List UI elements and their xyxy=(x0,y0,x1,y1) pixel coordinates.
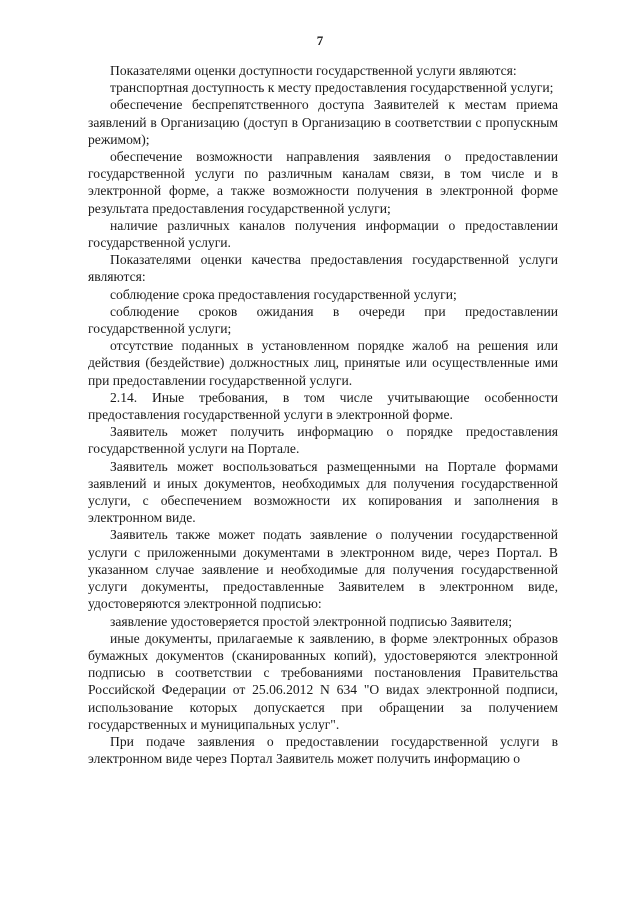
paragraph-7: соблюдение срока предоставления государственной услуги; xyxy=(110,286,457,302)
paragraph-12: Заявитель может воспользоваться размещенными на Портале формами заявлений и иных документов, необходимых для получения государственной услуги, с обеспечением возможности их копирования и заполнения в электронном виде. xyxy=(88,458,558,526)
paragraph-16: При подаче заявления о предоставлении государственной услуги в электронном виде через Портал Заявитель может получить информацию о xyxy=(88,733,558,767)
paragraph-4: обеспечение возможности направления заявления о предоставлении государственной услуги по различным каналам связи, в том числе и в электронной форме, а также возможности получения в электронной форме результата предоставления государственной услуги; xyxy=(88,149,558,216)
paragraph-10: 2.14. Иные требования, в том числе учитывающие особенности предоставления государственной услуги в электронной форме. xyxy=(88,389,558,423)
paragraph-9: отсутствие поданных в установленном порядке жалоб на решения или действия (бездействие) должностных лиц, принятые или осуществленные ими при предоставлении государственной услуги. xyxy=(88,338,558,388)
paragraph-13: Заявитель также может подать заявление о получении государственной услуги с приложенными документами в электронном виде, через Портал. В указанном случае заявление и необходимые для получения государственной услуги документы, предоставленные Заявителем в электронном виде, удостоверяются электронной подписью: xyxy=(88,527,558,612)
paragraph-5: наличие различных каналов получения информации о предоставлении государственной услуги. xyxy=(88,217,558,251)
document-body xyxy=(88,62,558,767)
paragraph-14: заявление удостоверяется простой электронной подписью Заявителя; xyxy=(110,613,513,629)
paragraph-8: соблюдение сроков ожидания в очереди при предоставлении государственной услуги; xyxy=(88,303,558,337)
page-number: 7 xyxy=(316,33,324,48)
paragraph-6: Показателями оценки качества предоставления государственной услуги являются: xyxy=(88,252,558,285)
paragraph-11: Заявитель может получить информацию о порядке предоставления государственной услуги на Портале. xyxy=(88,424,558,457)
paragraph-1: Показателями оценки доступности государственной услуги являются: xyxy=(110,63,517,78)
paragraph-2: транспортная доступность к месту предоставления государственной услуги; xyxy=(110,80,554,96)
paragraph-15: иные документы, прилагаемые к заявлению, в форме электронных образов бумажных документов (сканированных копий), удостоверяются электронной подписью в соответствии с требованиями постановления Правительства Российской Федерации от 25.06.2012 N 634 "О видах электронной подписи, использование которых допускается при обращении за получением государственных и муниципальных услуг". xyxy=(88,630,558,732)
paragraph-3: обеспечение беспрепятственного доступа Заявителей к местам приема заявлений в Организацию (доступ в Организацию в соответствии с пропускным режимом); xyxy=(88,97,558,147)
